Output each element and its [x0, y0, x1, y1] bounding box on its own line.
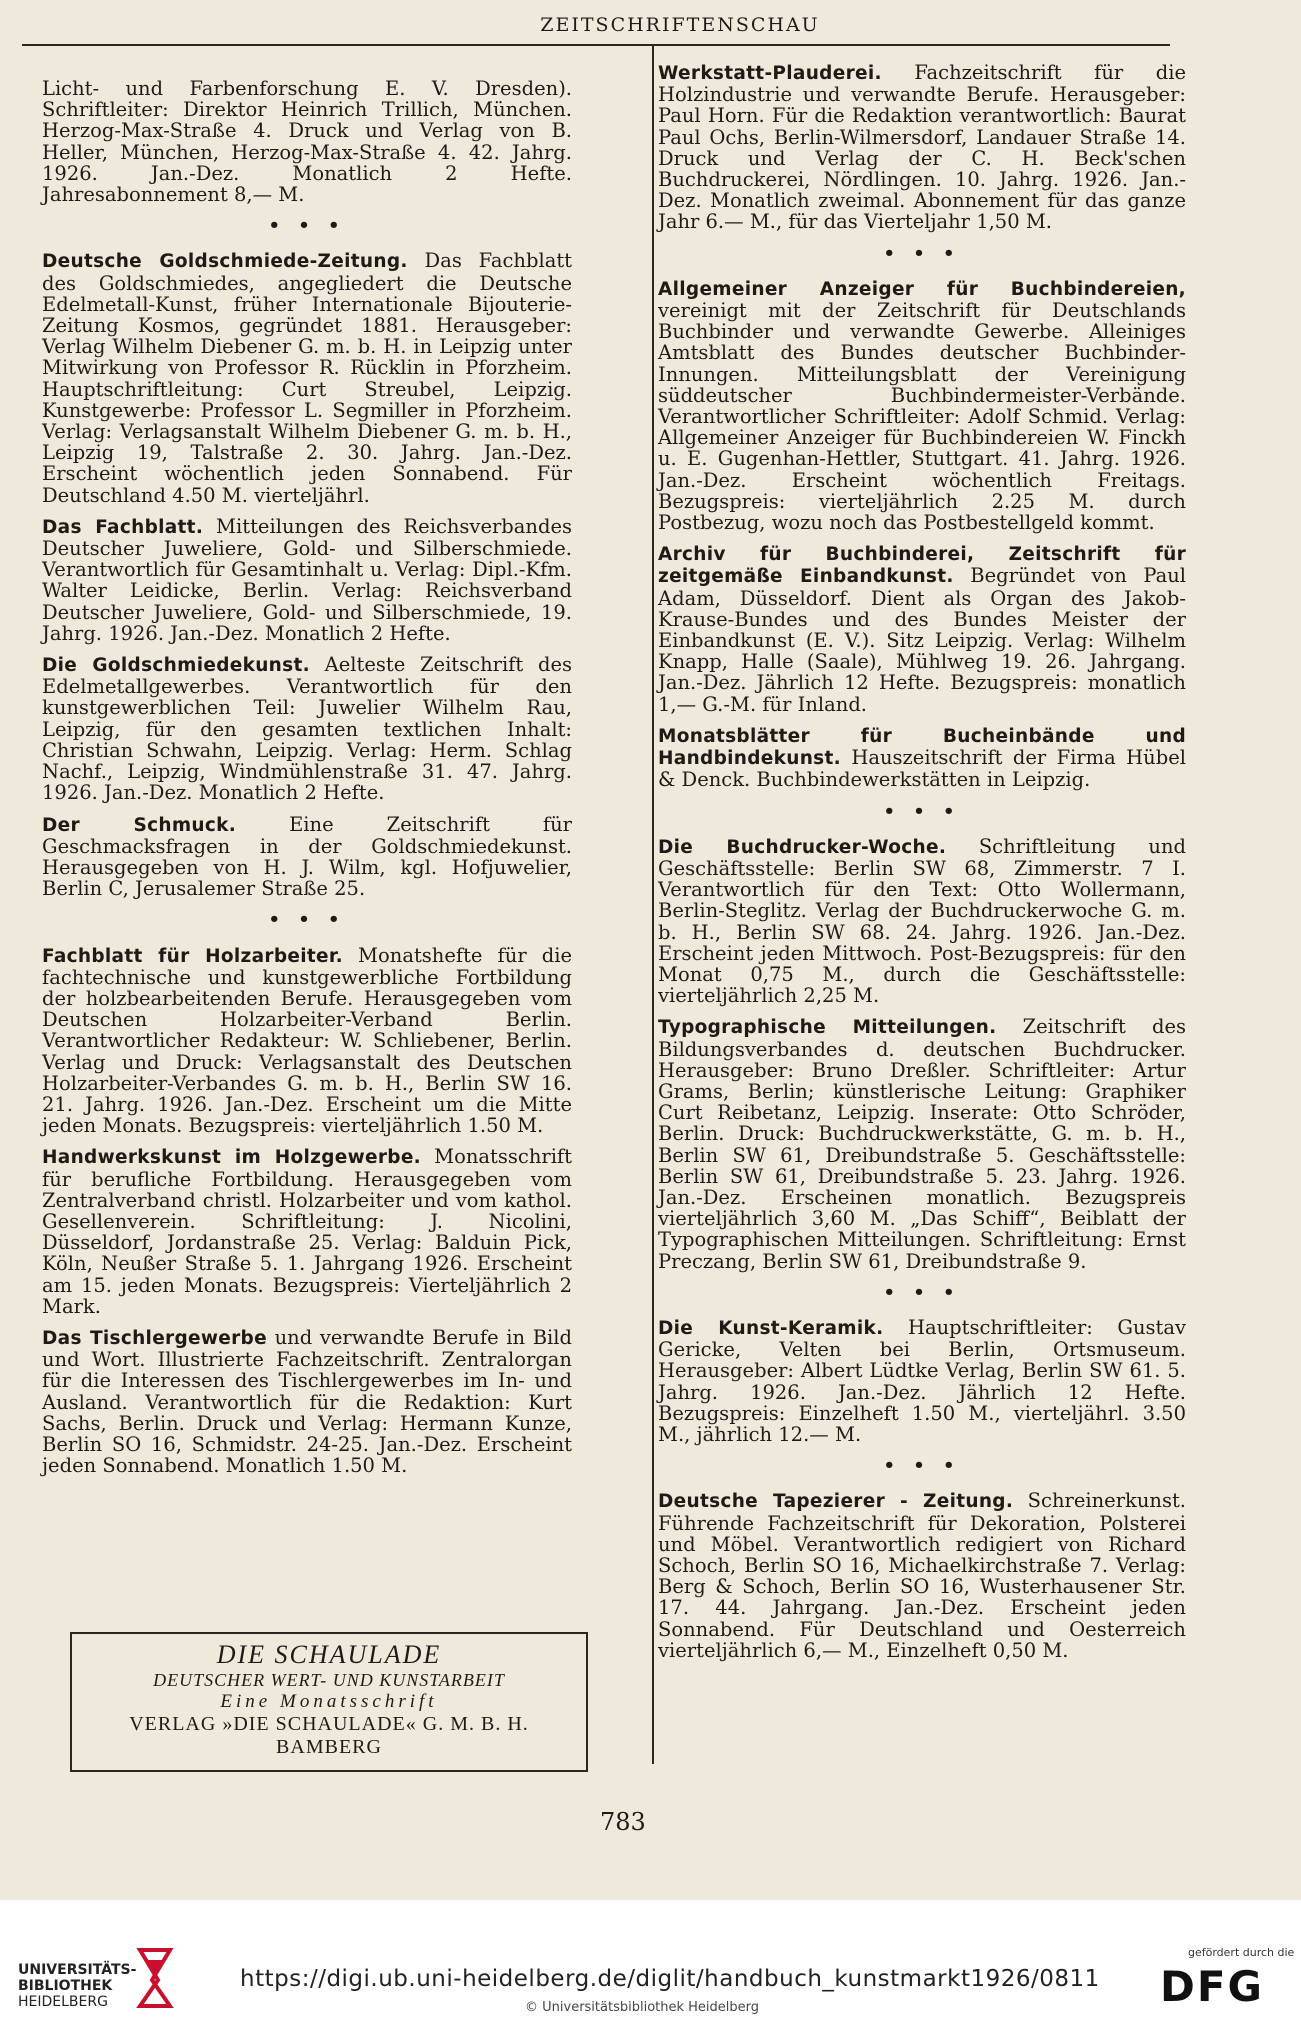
periodical-entry — [42, 945, 572, 1137]
entry-title: Die Buchdrucker-Woche. — [658, 836, 947, 858]
logo-line-3: HEIDELBERG — [18, 1994, 108, 2010]
dfg-logo[interactable]: DFG — [1160, 1962, 1265, 2011]
library-logo-text[interactable] — [18, 1962, 136, 2010]
entry-text: Fachzeitschrift für die Holzindustrie und verwandte Berufe. Herausgeber: Paul Horn. Für die Redaktion verantwortlich: Baurat Paul Ochs, Berlin-Wilmersdorf, Landauer Straße 14. Druck und Verlag der C. H. Beck'schen Buchdruckerei, Nördlingen. 10. Jahrg. 1926. Jan.-Dez. Monatlich zweimal. Abonnement für das ganze Jahr 6.— M., für das Vierteljahr 1,50 M. — [658, 61, 1186, 234]
entry-text: Das Fachblatt des Goldschmiedes, angegliedert die Deutsche Edelmetall-Kunst, früher Internationale Bijouterie-Zeitung Kosmos, gegründet 1881. Herausgeber: Verlag Wilhelm Diebener G. m. b. H. in Leipzig unter Mitwirkung von Professor R. Rücklin in Pforzheim. Hauptschriftleitung: Curt Streubel, Leipzig. Kunstgewerbe: Professor L. Segmiller in Pforzheim. Verlag: Verlagsanstalt Wilhelm Diebener G. m. b. H., Leipzig 19, Talstraße 2. 30. Jahrg. Jan.-Dez. Erscheint wöchentlich jeden Sonnabend. Für Deutschland 4.50 M. vierteljährl. — [42, 249, 572, 507]
entry-text: und verwandte Berufe in Bild und Wort. Illustrierte Fachzeitschrift. Zentralorgan für die Interessen des Tischlergewerbes im In- und Ausland. Verantwortlich für die Redaktion: Kurt Sachs, Berlin. Druck und Verlag: Hermann Kunze, Berlin SO 16, Schmidstr. 24-25. Jan.-Dez. Erscheint jeden Sonnabend. Monatlich 1.50 M. — [42, 1325, 572, 1478]
periodical-entry — [658, 836, 1186, 1007]
entry-title: Fachblatt für Holzarbeiter. — [42, 945, 343, 967]
entry-text: Hauszeitschrift der Firma Hübel & Denck. Buchbindewerkstätten in Leipzig. — [658, 746, 1186, 792]
section-separator: • • • — [883, 1455, 961, 1477]
periodical-entry — [658, 1490, 1186, 1661]
funder-label: gefördert durch die — [1188, 1946, 1295, 1959]
periodical-entry — [658, 725, 1186, 791]
advertisement-box — [70, 1632, 588, 1772]
library-logo-icon[interactable] — [132, 1946, 178, 2010]
periodical-entry — [42, 250, 572, 505]
right-column — [658, 62, 1186, 1671]
advert-city: BAMBERG — [276, 1736, 382, 1758]
entry-title: Die Goldschmiedekunst. — [42, 655, 310, 677]
logo-line-2: BIBLIOTHEK — [18, 1978, 113, 1994]
entry-text: Licht- und Farbenforschung E. V. Dresden). Schriftleiter: Direktor Heinrich Trillich, München. Herzog-Max-Straße 4. Druck und Verlag von B. Heller, München, Herzog-Max-Straße 4. 42. Jahrg. 1926. Jan.-Dez. Monatlich 2 Hefte. Jahresabonnement 8,— M. — [42, 77, 572, 207]
logo-line-1: UNIVERSITÄTS- — [18, 1962, 137, 1978]
entry-title: Deutsche Goldschmiede-Zeitung. — [42, 251, 408, 273]
advert-tagline: Eine Monatsschrift — [220, 1691, 438, 1712]
entry-title: Archiv für Buchbinderei, Zeitschrift für zeitgemäße Einbandkunst. — [658, 544, 1186, 588]
column-divider — [652, 44, 654, 1764]
advert-title: DIE SCHAULADE — [216, 1640, 442, 1669]
section-separator: • • • — [883, 242, 961, 264]
entry-text: Begründet von Paul Adam, Düsseldorf. Dient als Organ des Jakob-Krause-Bundes und des Bundes Meister der Einbandkunst (E. V.). Sitz Leipzig. Verlag: Wilhelm Knapp, Halle (Saale), Mühlweg 19. 26. Jahrgang. Jan.-Dez. Jährlich 12 Hefte. Bezugspreis: monatlich 1,— G.-M. für Inland. — [658, 564, 1187, 716]
header-rule — [22, 44, 1170, 46]
running-head: ZEITSCHRIFTENSCHAU — [540, 14, 820, 36]
entry-text: vereinigt mit der Zeitschrift für Deutschlands Buchbinder und verwandte Gewerbe. Alleiniges Amtsblatt des Bundes deutscher Buchbinder-Innungen. Mitteilungsblatt der Vereinigung süddeutscher Buchbindermeister-Verbände. Verantwortlicher Schriftleiter: Adolf Schmid. Verlag: Allgemeiner Anzeiger für Buchbindereien W. Finckh u. E. Gugenhan-Hettler, Stuttgart. 41. Jahrg. 1926. Jan.-Dez. Erscheint wöchentlich Freitags. Bezugspreis: vierteljährlich 2.25 M. durch Postbezug, wozu noch das Postbestellgeld kommt. — [658, 299, 1186, 535]
entry-text: Mitteilungen des Reichsverbandes Deutscher Juweliere, Gold- und Silberschmiede. Verantwortlich für Gesamtinhalt u. Verlag: Dipl.-Kfm. Walter Leidicke, Berlin. Verlag: Reichsverband Deutscher Juweliere, Gold- und Silberschmiede, 19. Jahrg. 1926. Jan.-Dez. Monatlich 2 Hefte. — [42, 514, 572, 645]
advert-subtitle: DEUTSCHER WERT- UND KUNSTARBEIT — [153, 1670, 505, 1690]
entry-text: Eine Zeitschrift für Geschmacksfragen in der Goldschmiedekunst. Herausgegeben von H. J. Wilm, kgl. Hofjuwelier, Berlin C, Jerusalemer Straße 25. — [42, 812, 572, 901]
periodical-entry — [658, 1016, 1186, 1271]
entry-title: Das Tischlergewerbe — [42, 1327, 267, 1349]
entry-title: Deutsche Tapezierer - Zeitung. — [658, 1491, 1014, 1513]
entry-text: Monatshefte für die fachtechnische und kunstgewerbliche Fortbildung der holzbearbeitenden Berufe. Herausgegeben vom Deutschen Holzarbeiter-Verband Berlin. Verantwortlicher Redakteur: W. Schliebener, Berlin. Verlag und Druck: Verlagsanstalt des Deutschen Holzarbeiter-Verbandes G. m. b. H., Berlin SW 16. 21. Jahrg. 1926. Jan.-Dez. Erscheint um die Mitte jeden Monats. Bezugspreis: vierteljährlich 1.50 M. — [42, 943, 572, 1138]
entry-title: Handwerkskunst im Holzgewerbe. — [42, 1147, 422, 1169]
viewer-footer — [0, 1900, 1301, 2027]
entry-title: Monatsblätter für Bucheinbände und Handbindekunst. — [658, 725, 1186, 770]
periodical-entry — [658, 278, 1186, 533]
entry-text: Zeitschrift des Bildungsverbandes d. deutschen Buchdrucker. Herausgeber: Bruno Dreßler. Schriftleiter: Artur Grams, Berlin; künstlerische Leitung: Graphiker Curt Reibetanz, Leipzig. Inserate: Otto Schröder, Berlin. Druck: Buchdruckwerkstätte, G. m. b. H., Berlin SW 61, Dreibundstraße 5. Geschäftsstelle: Berlin SW 61, Dreibundstraße 5. 23. Jahrg. 1926. Jan.-Dez. Erscheinen monatlich. Bezugspreis vierteljährlich 3,60 M. „Das Schiff“, Beiblatt der Typographischen Mitteilungen. Schriftleitung: Ernst Preczang, Berlin SW 61, Dreibundstraße 9. — [658, 1015, 1186, 1273]
left-column — [42, 78, 572, 1486]
periodical-entry — [42, 516, 572, 644]
entry-title: Allgemeiner Anzeiger für Buchbindereien, — [658, 278, 1186, 300]
periodical-entry — [42, 78, 572, 205]
periodical-entry — [658, 543, 1186, 715]
section-separator: • • • — [883, 1281, 961, 1303]
entry-title: Typographische Mitteilungen. — [658, 1017, 997, 1039]
periodical-entry — [42, 1327, 572, 1476]
periodical-entry — [42, 654, 572, 803]
entry-text: Schriftleitung und Geschäftsstelle: Berlin SW 68, Zimmerstr. 7 I. Verantwortlich für den Text: Otto Wollermann, Berlin-Steglitz. Verlag der Buchdruckerwoche G. m. b. H., Berlin SW 68. 24. Jahrg. 1926. Jan.-Dez. Erscheint jeden Mittwoch. Post-Bezugspreis: für den Monat 0,75 M., durch die Geschäftsstelle: vierteljährlich 2,25 M. — [658, 834, 1186, 1008]
entry-text: Aelteste Zeitschrift des Edelmetallgewerbes. Verantwortlich für den kunstgewerblichen Teil: Juwelier Wilhelm Rau, Leipzig, für den gesamten textlichen Inhalt: Christian Schwahn, Leipzig. Verlag: Herm. Schlag Nachf., Leipzig, Windmühlenstraße 31. 47. Jahrg. 1926. Jan.-Dez. Monatlich 2 Hefte. — [42, 653, 572, 805]
periodical-entry — [42, 1146, 572, 1317]
entry-text: Hauptschriftleiter: Gustav Gericke, Velten bei Berlin, Ortsmuseum. Herausgeber: Albert Lüdtke Verlag, Berlin SW 61. 5. Jahrg. 1926. Jan.-Dez. Jährlich 12 Hefte. Bezugspreis: Einzelheft 1.50 M., vierteljährl. 3.50 M., jährlich 12.— M. — [658, 1315, 1186, 1446]
section-separator: • • • — [268, 909, 346, 931]
entry-text: Schreinerkunst. Führende Fachzeitschrift für Dekoration, Polsterei und Möbel. Verantwortlich redigiert von Richard Schoch, Berlin SO 16, Michaelkirchstraße 7. Verlag: Berg & Schoch, Berlin SO 16, Wusterhausener Str. 17. 44. Jahrgang. Jan.-Dez. Erscheint jeden Sonnabend. Für Deutschland und Oesterreich vierteljährlich 6,— M., Einzelheft 0,50 M. — [658, 1489, 1186, 1662]
advert-publisher: VERLAG »DIE SCHAULADE« G. M. B. H. — [129, 1713, 529, 1735]
periodical-entry — [658, 1317, 1186, 1445]
copyright-notice: © Universitätsbibliothek Heidelberg — [525, 2000, 760, 2015]
section-separator: • • • — [883, 800, 961, 822]
permalink-url[interactable]: https://digi.ub.uni-heidelberg.de/diglit/handbuch_kunstmarkt1926/0811 — [240, 1966, 1100, 1992]
page-number: 783 — [600, 1808, 646, 1836]
entry-title: Das Fachblatt. — [42, 516, 204, 538]
entry-title: Werkstatt-Plauderei. — [658, 63, 882, 84]
entry-text: Monatsschrift für berufliche Fortbildung. Herausgegeben vom Zentralverband christl. Holzarbeiter und vom kathol. Gesellenverein. Schriftleitung: J. Nicolini, Düsseldorf, Jordanstraße 25. Verlag: Balduin Pick, Köln, Neußer Straße 5. 1. Jahrgang 1926. Erscheint am 15. jeden Monats. Bezugspreis: Vierteljährlich 2 Mark. — [42, 1145, 572, 1318]
section-separator: • • • — [268, 215, 346, 237]
periodical-entry — [42, 814, 572, 900]
entry-title: Die Kunst-Keramik. — [658, 1317, 884, 1339]
entry-title: Der Schmuck. — [42, 814, 237, 836]
periodical-entry — [658, 62, 1186, 233]
